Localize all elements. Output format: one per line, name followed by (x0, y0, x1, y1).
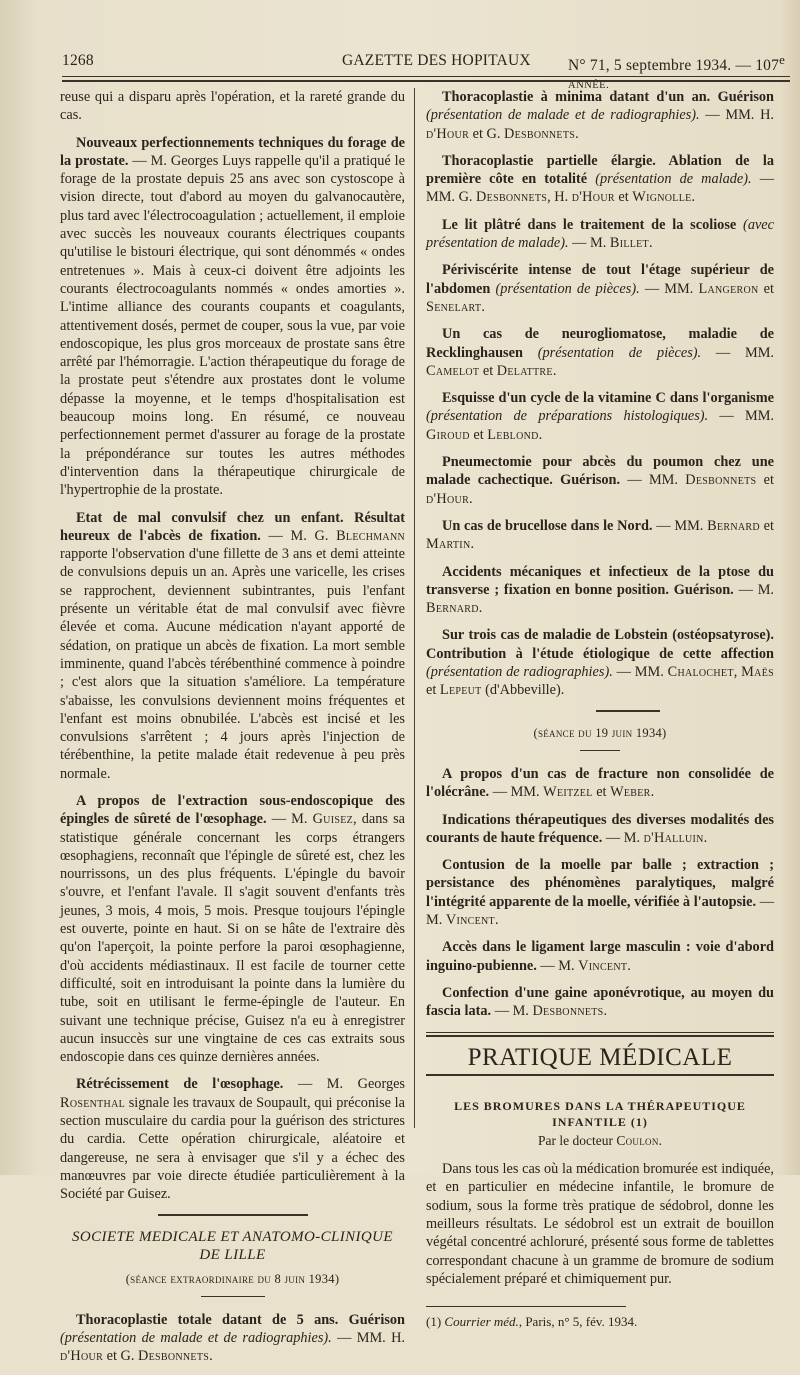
article-body: rapporte l'observation d'une fillette de 3 ans et demi atteinte de convulsions depuis un an. Après une varicelle, les crises se rapprochent, deviennent subintrantes, puis l'enfant présente un véritable état de mal convulsif avec fièvre élevée et coma. Aucune médication n'ayant apporté de sédation, on pratique un abcès de fixation. La mort semble imminente, quand l'abcès térébenthiné commence à poindre ; c'est alors que la situation s'améliore. La température s'abaisse, les convulsions deviennent moins fréquentes et l'enfant est moins obnubilée. L'abcès est incisé et les convulsions s'arrêtent ; 4 jours après l'injection de térébenthine, la petite malade était redevenue à peu près normale. (60, 546, 405, 782)
running-header (62, 52, 790, 92)
author-name: d'Hour (426, 490, 470, 507)
author-name: d'Hour (60, 1348, 104, 1365)
author-pre: Par le docteur (537, 1132, 617, 1148)
article-end: . (469, 490, 473, 507)
article-pre: — MM. G. (426, 171, 774, 206)
article-r8 (426, 517, 774, 554)
author-name: Camelot (426, 362, 480, 379)
article-pre: — MM. (708, 408, 774, 425)
author-name: Wignolle (632, 189, 692, 206)
article-r5 (426, 325, 774, 380)
article-pre: et G. (469, 125, 504, 142)
article-pre: — M. (568, 235, 610, 252)
article-italic: (présentation de malade). (587, 171, 752, 188)
article-pre: et G. (103, 1348, 138, 1365)
author-name: Blechmann (336, 527, 405, 544)
article-italic: (présentation de préparations histologiques). (426, 408, 709, 425)
author-name: Bernard (426, 600, 479, 617)
article-r13 (426, 856, 774, 929)
seance-day: 8 juin 1934) (274, 1271, 340, 1286)
author-name: Coulon (616, 1132, 659, 1148)
section-rule-thin (426, 1032, 774, 1033)
article-title: Nouveaux perfectionnements techniques du forage de la prostate. (60, 134, 405, 169)
article-end: . (658, 1132, 663, 1148)
article-pre: — M. (426, 893, 775, 928)
article-title: Accidents mécaniques et infectieux de la ptose du transverse ; fixation en bonne position. Guérison. (426, 563, 774, 598)
seance-date (426, 724, 774, 742)
article-body: Dans tous les cas où la médication bromurée est indiquée, et en particulier en médecine infantile, le bromure de sodium, sous la forme très pratique de sédobrol, donne les meilleurs résultats. Le sédobrol est un extrait de bouillon végétal concentré achloruré, présenté sous forme de tablettes correspondant chacune à un gramme de bromure de sodium spécialement préparé et chimiquement pur. (426, 1161, 774, 1287)
seance-label: (séance du (533, 725, 596, 740)
article-r7 (426, 453, 774, 508)
seance-date (60, 1270, 405, 1288)
article-pre: et (592, 784, 611, 801)
article-title: Thoracoplastie à minima datant d'un an. Guérison (442, 89, 774, 105)
author-name: Chalochet (667, 664, 734, 681)
author-name: Vincent (445, 911, 495, 928)
article-body: — M. Georges Luys rappelle qu'il a pratiqué le forage de la prostate depuis 25 ans avec son cystoscope à vision directe, tout d'abord au moyen du galvanocautère, plus tard avec l'électrocoagulation ; actuellement, il emploie avec succès les nouveaux courants électriques coupants qu'utilise le bistouri électrique, qui sont dénommés « ondes entretenues ». Mais à ceux-ci doivent être adjoints les courants électrocoagulants nommés « ondes amorties ». L'intime alliance des courants coupants et coagulants, attentivement dosés, permet de couper, sous la vue, par voie endoscopique, les plus gros morceaux de prostate sans être arrêté par l'hémorragie. L'action thérapeutique du forage de la prostate peut s'étendre aux prostates dont le volume dépasse la moyenne, et le temps d'hospitalisation est beaucoup moins long. En résumé, ce nouveau perfectionnement permet d'assurer au forage de la prostate la prépondérance sur toutes les autres méthodes d'intervention dans la thérapeutique chirurgicale de l'hypertrophie de la prostate. (60, 152, 405, 499)
article-r14 (426, 938, 774, 975)
article-title: Périviscérite intense de tout l'étage supérieur de l'abdomen (426, 262, 774, 297)
footnote-rule (426, 1306, 626, 1307)
journal-title: GAZETTE DES HOPITAUX (342, 52, 531, 69)
article-body: signale les travaux de Soupault, qui préconise la section musculaire du cardia pour la guérison des strictures du cardia. Cette opération chirurgicale, aléatoire et dangereuse, ne sera à envisager que s'il y a échec des manœuvres par voie directe étudiée particulièrement à la Société par Guisez. (60, 1094, 405, 1203)
article-title: Un cas de brucellose dans le Nord. (442, 517, 653, 534)
author-name: Delattre (496, 362, 553, 379)
article-pre: — M. (536, 957, 579, 974)
article-pre: et (758, 280, 774, 297)
short-rule (596, 710, 660, 712)
article-title: A propos d'un cas de fracture non consolidée de l'olécrâne. (426, 765, 774, 801)
article-end: . (648, 235, 653, 252)
article-prostate (60, 134, 405, 500)
section-title: PRATIQUE MÉDICALE (467, 1044, 733, 1072)
footnote (426, 1313, 774, 1331)
society-heading: SOCIETE MEDICALE ET ANATOMO-CLINIQUE DE LILLE (72, 1228, 393, 1263)
page-number: 1268 (62, 52, 94, 69)
article-r11 (426, 765, 774, 802)
author-name: Langeron (698, 280, 759, 297)
author-name: Bernard (707, 517, 760, 534)
article-title: Un cas de neurogliomatose, maladie de Recklinghausen (426, 326, 774, 361)
article-pre: et (426, 682, 440, 699)
article-r10 (426, 626, 774, 699)
issue-text: N° 71, 5 septembre 1934. — 107 (568, 57, 780, 75)
article-body: , dans sa statistique générale concernant les corps étrangers œsophagiens, reconnaît que l'épingle de sûreté est, chez les nourrissons, un des plus fréquents. L'épingle du bavoir s'ouvre, et l'enfant l'avale. Il s'agit souvent d'enfants très jeunes, 3 mois, 4 mois, 5 mois. Presque toujours l'épingle est ouverte, pointe en haut. Si on se hâte de l'extraire dès qu'on l'aperçoit, la pointe perfore la paroi œsophagienne, d'où accidents médiastinaux. Il est facile de tourner cette difficulté, soit en introduisant la pointe dans la lumière du tube, soit en utilisant le ferme-épingle de l'auteur. En suivant une technique précise, Guisez n'a eu à enregistrer aucun insuccès sur une vingtaine de ces cas extraits sous endoscopie dans ces quinze dernières années. (60, 811, 405, 1066)
article-end: . (650, 784, 655, 801)
article-convulsif (60, 509, 405, 783)
short-rule (201, 1296, 265, 1297)
author-name: Desbonnets (685, 472, 757, 489)
footnote-source: Courrier méd. (444, 1314, 519, 1330)
article-pre: — M. (602, 829, 644, 846)
author-name: Billet (609, 235, 649, 252)
header-rule-thin (62, 76, 790, 77)
author-name: Rosenthal (60, 1094, 126, 1111)
article-end: . (470, 536, 475, 553)
article-italic: (avec présentation de malade). (426, 216, 774, 252)
article-pre: — M. Georges (283, 1076, 406, 1093)
article-title: Indications thérapeutiques des diverses modalités des courants de haute fréquence. (426, 811, 774, 846)
footnote-ref: , Paris, n° 5, fév. 1934. (518, 1314, 638, 1330)
article-end: . (575, 125, 579, 142)
article-r9 (426, 563, 774, 618)
article-title: Rétrécissement de l'œsophage. (76, 1076, 284, 1093)
article-oesophage (60, 1075, 405, 1203)
article-epingles (60, 792, 405, 1066)
issue-sup: e (779, 52, 786, 67)
article-end: . (603, 1003, 608, 1020)
author-name: d'Hour (426, 125, 470, 142)
article-pre: — M. G. (260, 527, 337, 544)
section-rule-thick (426, 1035, 774, 1037)
article-title: Accès dans le ligament large masculin : voie d'abord inguino-pubienne. (426, 939, 774, 974)
author-name: Martin (426, 536, 471, 553)
article-pre: — MM. (612, 664, 668, 681)
article-title: A propos de l'extraction sous-endoscopique des épingles de sûreté de l'œsophage. (60, 792, 405, 828)
article-r2 (426, 152, 774, 207)
article-r15 (426, 984, 774, 1021)
article-pre: — MM. H. (331, 1330, 405, 1347)
article-r12 (426, 811, 774, 848)
author-name: Guisez (312, 811, 354, 828)
article-thoracoplastie-totale (60, 1311, 405, 1366)
column-divider (414, 88, 415, 1128)
author-name: Desbonnets (138, 1348, 210, 1365)
article-title: Thoracoplastie partielle élargie. Ablation de la première côte en totalité (426, 152, 774, 188)
author-name: Desbonnets (504, 125, 576, 142)
article-heading: LES BROMURES DANS LA THÉRAPEUTIQUE INFANTILE (1) (454, 1098, 746, 1129)
article-end: . (481, 298, 485, 315)
article-italic: (présentation de malade et de radiographies). (60, 1330, 332, 1347)
header-rule-thick (62, 80, 790, 82)
article-title: Sur trois cas de maladie de Lobstein (ostéopsatyrose). Contribution à l'étude étiologique de cette affection (426, 627, 774, 662)
article-end: . (552, 362, 557, 379)
section-rule-thick (426, 1074, 774, 1076)
article-end: . (703, 829, 708, 846)
author-name: Weber (610, 784, 651, 801)
article-italic: (présentation de radiographies). (426, 664, 613, 681)
article-pre: — MM. (620, 472, 686, 489)
section-rule (158, 1214, 308, 1216)
article-title: Esquisse d'un cycle de la vitamine C dans l'organisme (442, 390, 774, 407)
article-pre: — MM. (652, 517, 708, 534)
short-rule (580, 750, 620, 751)
left-column (60, 88, 405, 1375)
article-pre: et (614, 189, 633, 206)
article-pre: — MM. (639, 280, 699, 297)
article-pre: — M. (491, 1003, 533, 1020)
article-end: . (538, 426, 543, 443)
issue-annee: ANNÉE. (568, 80, 610, 92)
issue-info (568, 52, 790, 93)
article-end: . (478, 600, 483, 617)
author-name: Leblond (487, 426, 539, 443)
article-end: . (627, 957, 631, 974)
article-italic: (présentation de pièces). (490, 280, 640, 297)
article-pre: , H. (547, 189, 572, 206)
article-italic: (présentation de malade et de radiographies). (426, 107, 700, 124)
article-r1 (426, 88, 774, 143)
author-name: Lepeut (439, 682, 482, 699)
article-pre: et (469, 426, 488, 443)
author-name: Desbonnets (532, 1003, 604, 1020)
article-title: Etat de mal convulsif chez un enfant. Résultat heureux de l'abcès de fixation. (60, 509, 405, 544)
author-name: Maës (741, 664, 774, 681)
author-name: d'Halluin (643, 829, 704, 846)
author-name: Desbonnets (476, 189, 548, 206)
article-pre: et (756, 472, 774, 489)
article-title: Pneumectomie pour abcès du poumon chez une malade cachectique. Guérison. (426, 454, 774, 489)
author-name: Vincent (578, 957, 628, 974)
author-name: Senelart (426, 298, 482, 315)
article-pre: — M. (266, 811, 313, 828)
paragraph-continuation: reuse qui a disparu après l'opération, et la rareté grande du cas. (60, 89, 405, 124)
seance-day: 19 juin 1934) (595, 725, 667, 740)
article-end: . (494, 911, 499, 928)
article-r6 (426, 389, 774, 444)
article-r3 (426, 216, 774, 253)
article-author (426, 1132, 774, 1150)
article-pre: et (479, 362, 497, 379)
article-pre: — M. (733, 581, 775, 598)
article-pre: — MM. (701, 344, 774, 361)
article-italic: (présentation de pièces). (522, 344, 702, 361)
article-title: Thoracoplastie totale datant de 5 ans. Guérison (76, 1311, 405, 1328)
article-end: (d'Abbeville). (481, 682, 565, 699)
right-column (426, 88, 774, 1340)
article-end: . (691, 189, 696, 206)
article-pre: et (759, 517, 774, 534)
author-name: d'Hour (571, 189, 615, 206)
article-pre: — MM. H. (699, 107, 774, 124)
footnote-number: (1) (426, 1314, 445, 1330)
article-pre: — MM. (489, 784, 544, 801)
article-r4 (426, 261, 774, 316)
article-title: Confection d'une gaine aponévrotique, au moyen du fascia lata. (426, 984, 774, 1020)
seance-label: (séance extraordinaire du (125, 1271, 275, 1286)
article-title: Contusion de la moelle par balle ; extraction ; persistance des phénomènes paralytiques, malgré l'intégrité apparente de la moelle, vérifiée à l'autopsie. (426, 857, 774, 910)
article-end: . (209, 1348, 213, 1365)
article-pre: , (733, 664, 742, 681)
author-name: Giroud (426, 426, 470, 443)
article-title: Le lit plâtré dans le traitement de la scoliose (442, 216, 737, 233)
author-name: Weitzel (543, 784, 593, 801)
